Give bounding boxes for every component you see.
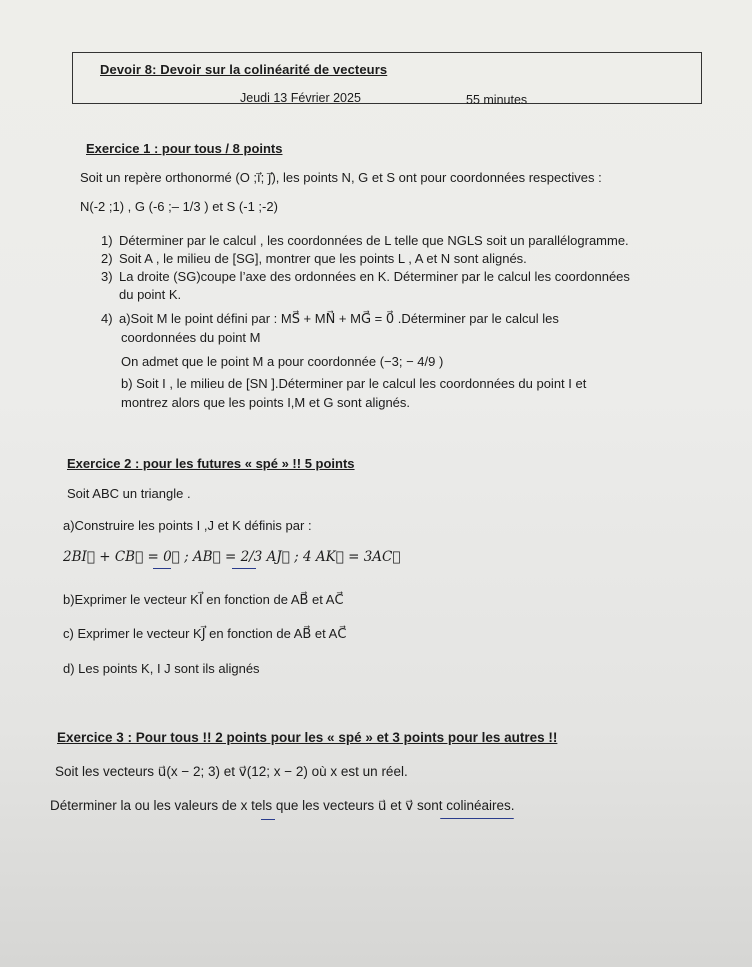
exercise-1-points: N(-2 ;1) , G (-6 ;– 1/3 ) et S (-1 ;-2) bbox=[80, 199, 278, 214]
question-number: 3) bbox=[101, 269, 113, 284]
exercise-2-part-b: b)Exprimer le vecteur KI⃗ en fonction de AB⃗ et AC⃗ bbox=[63, 592, 344, 607]
exercise-1-question-4b: b) Soit I , le milieu de [SN ].Déterminer par le calcul les coordonnées du point I et bbox=[121, 376, 587, 391]
exercise-2-part-c: c) Exprimer le vecteur KJ⃗ en fonction de AB⃗ et AC⃗ bbox=[63, 626, 347, 641]
exercise-1-title: Exercice 1 : pour tous / 8 points bbox=[86, 141, 283, 156]
exercise-2-title: Exercice 2 : pour les futures « spé » !! 5 points bbox=[67, 456, 355, 471]
exercise-3-title: Exercice 3 : Pour tous !! 2 points pour les « spé » et 3 points pour les autres !! bbox=[57, 730, 558, 745]
exercise-2-intro: Soit ABC un triangle . bbox=[67, 486, 191, 501]
pen-underline bbox=[232, 568, 256, 569]
exercise-1-question-3-cont: du point K. bbox=[119, 287, 182, 302]
pen-underline bbox=[440, 818, 514, 819]
exercise-1-question-1 bbox=[101, 233, 629, 248]
exercise-3-intro: Soit les vecteurs u⃗(x − 2; 3) et v⃗(12; x − 2) où x est un réel. bbox=[55, 764, 408, 779]
exercise-1-question-4b-cont: montrez alors que les points I,M et G sont alignés. bbox=[121, 395, 411, 410]
document-title: Devoir 8: Devoir sur la colinéarité de vecteurs bbox=[100, 62, 388, 77]
question-number: 1) bbox=[101, 233, 113, 248]
header-box bbox=[72, 52, 702, 104]
exercise-1-question-4a bbox=[101, 311, 559, 327]
question-number: 4) bbox=[101, 311, 113, 326]
exercise-2-part-d: d) Les points K, I J sont ils alignés bbox=[63, 661, 260, 676]
question-number: 2) bbox=[101, 251, 113, 266]
pen-underline bbox=[261, 819, 275, 820]
pen-underline bbox=[153, 568, 171, 569]
exercise-3-question: Déterminer la ou les valeurs de x tels que les vecteurs u⃗ et v⃗ sont colinéaires. bbox=[50, 798, 515, 813]
exam-date: Jeudi 13 Février 2025 bbox=[240, 91, 361, 105]
exercise-1-question-2 bbox=[101, 251, 527, 266]
exercise-2-relations: 2BI⃗ + CB⃗ = 0⃗ ; AB⃗ = 2/3 AJ⃗ ; 4 AK⃗ = 3AC⃗ bbox=[63, 549, 401, 565]
exercise-1-question-4a-cont: coordonnées du point M bbox=[121, 330, 261, 345]
question-text: Déterminer par le calcul , les coordonnées de L telle que NGLS soit un parallélogramme. bbox=[119, 233, 629, 248]
exercise-1-admit: On admet que le point M a pour coordonnée (−3; − 4/9 ) bbox=[121, 354, 444, 369]
exercise-2-part-a: a)Construire les points I ,J et K définis par : bbox=[63, 518, 312, 533]
exercise-1-question-3 bbox=[101, 269, 630, 284]
question-text: La droite (SG)coupe l’axe des ordonnées en K. Déterminer par le calcul les coordonnées bbox=[119, 269, 630, 284]
question-text: a)Soit M le point défini par : MS⃗ + MN⃗ + MG⃗ = 0⃗ .Déterminer par le calcul les bbox=[119, 311, 559, 326]
exam-duration: 55 minutes bbox=[466, 93, 528, 107]
exercise-1-intro: Soit un repère orthonormé (O ;ı⃗; ȷ⃗), les points N, G et S ont pour coordonnées respectives : bbox=[80, 170, 602, 185]
question-text: Soit A , le milieu de [SG], montrer que les points L , A et N sont alignés. bbox=[119, 251, 527, 266]
